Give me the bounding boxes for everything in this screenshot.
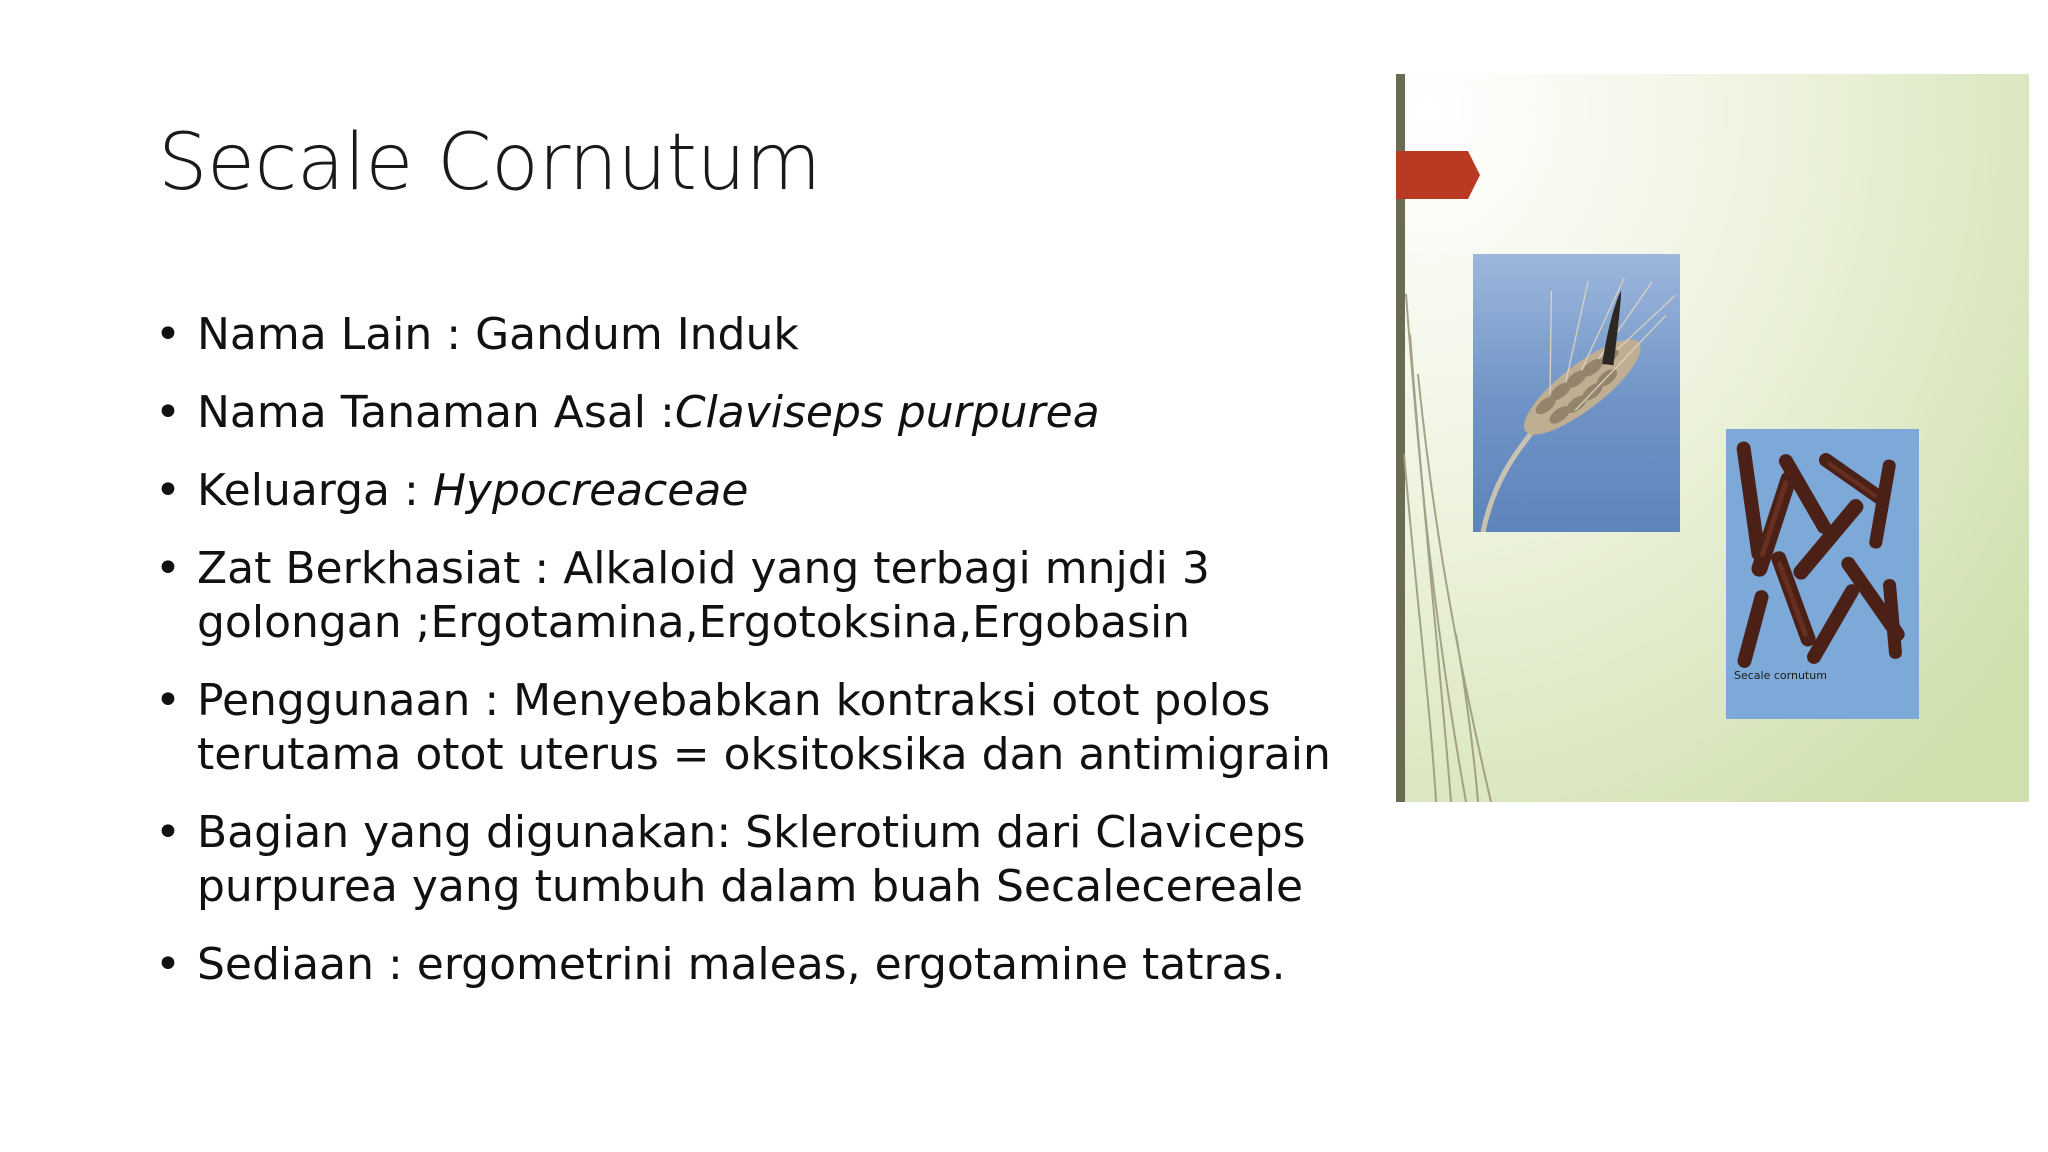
bullet-dot: •: [155, 939, 181, 990]
bullet-item: [155, 464, 1365, 518]
bullet-item: [155, 386, 1365, 440]
ergot-photo: [1726, 429, 1919, 719]
bullet-label: Nama Tanaman Asal :: [197, 387, 675, 438]
bullet-label: Nama Lain :: [197, 309, 476, 360]
bullet-item: [155, 542, 1365, 650]
bullet-dot: •: [155, 387, 181, 438]
bullet-label: Penggunaan :: [197, 675, 514, 726]
ergot-caption: Secale cornutum: [1734, 669, 1827, 682]
slide-picture: [1396, 74, 2029, 802]
bullet-dot: •: [155, 807, 181, 858]
bullet-label: Sediaan :: [197, 939, 417, 990]
bullet-list: [155, 308, 1365, 1016]
bullet-item: [155, 674, 1365, 782]
bullet-label: Keluarga :: [197, 465, 433, 516]
bullet-dot: •: [155, 309, 181, 360]
ergot-sclerotia-image: [1726, 429, 1919, 719]
red-arrow-marker: [1396, 151, 1480, 199]
bullet-label: Zat Berkhasiat :: [197, 543, 564, 594]
bullet-dot: •: [155, 465, 181, 516]
bullet-item: [155, 938, 1365, 992]
bullet-value: Hypocreaceae: [432, 465, 749, 516]
wheat-photo: [1473, 254, 1680, 532]
wheat-ear-image: [1473, 254, 1680, 532]
bullet-item: [155, 806, 1365, 914]
bullet-value: Alkaloid yang terbagi mnjdi 3 golongan ;Ergotamina,Ergotoksina,Ergobasin: [197, 543, 1210, 648]
bullet-value: Sklerotium dari Claviceps purpurea yang tumbuh dalam buah Secalecereale: [197, 807, 1306, 912]
slide-title: Secale Cornutum: [158, 118, 821, 208]
bullet-value: Gandum Induk: [475, 309, 799, 360]
bullet-value: Menyebabkan kontraksi otot polos terutama otot uterus = oksitoksika dan antimigrain: [197, 675, 1331, 780]
bullet-dot: •: [155, 543, 181, 594]
bullet-item: [155, 308, 1365, 362]
bullet-value: Claviseps purpurea: [674, 387, 1100, 438]
bullet-dot: •: [155, 675, 181, 726]
bullet-label: Bagian yang digunakan:: [197, 807, 746, 858]
bullet-value: ergometrini maleas, ergotamine tatras.: [416, 939, 1286, 990]
